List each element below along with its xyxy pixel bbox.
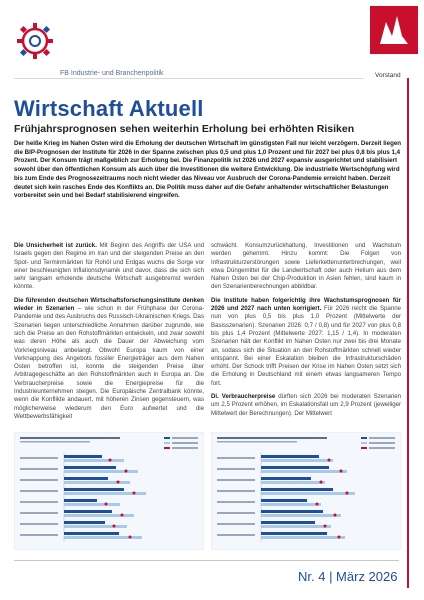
forecast-chart-right <box>211 432 401 550</box>
paragraph-text: schwächt. Konsumzurückhaltung, Investitionen und Wachstum werden gehemmt. Hinzu kommt: Die Folgen von Infrastrukturzerstörungen sowie Lieferkettenunterbrechungen, weil etwa Düngemittel für die Landwirtschaft oder auch Helium aus dem Nahen Osten bei der Chip-Produktion in Asien fehlen, sind kaum in den Szenarienberechnungen abbildbar. <box>211 242 401 291</box>
paragraph-text: Mit Beginn des Angriffs der USA und Israels gegen den Regime im Iran und der steigenden Preise an den Spot- und Terminmärkten für Rohöl und Erdgas wuchs die Sorge vor einer beschleunigten Inflationsdynamik und davor, dass die sich sich sehr langsam erholende deutsche Wirtschaft ausgebremst werden könnte. <box>14 242 205 291</box>
paragraph <box>14 297 204 421</box>
lead-paragraph: Der heiße Krieg im Nahen Osten wird die Erholung der deutschen Wirtschaft im günstigsten Fall nur leicht verzögern. Derzeit liegen die BIP-Prognosen der Institute für 2026 in der Spanne zwischen plus 0,5 und plus 1,0 Prozent und für 2027 bei plus 0,8 bis plus 1,4 Prozent. Der Konsum trägt maßgeblich zur Erholung bei. Die Finanzpolitik ist 2026 und 2027 expansiv ausgerichtet und stabilisiert sowohl über den öffentlichen Konsum als auch über die Investitionen die weitere Entwicklung. Die industrielle Wertschöpfung wird bis zum Ende des Prognosezeitraums noch nicht wieder das Niveau vor Ausbruch der Corona-Pandemie erreicht haben. Derzeit deutet sich kein rasches Ende des Konflikts an. Die Politik muss daher auf die Gefahr anhaltender wirtschaftlicher Belastungen vorbereitet sein und bei Bedarf stabilisierend eingreifen. <box>14 140 402 200</box>
paragraph <box>211 297 401 388</box>
paragraph-text: dürften sich 2026 bei moderaten Szenarien um 2,5 Prozent erhöhen, im Eskalationsfall um 2,9 Prozent (jeweiliger Mittelwert der Berechnungen). Der Mittelwert <box>211 393 402 417</box>
forecast-chart-left <box>14 432 204 550</box>
paragraph-lead-in: Die Institute haben folgerichtig ihre Wachstumsprognosen für 2026 und 2027 nach unten korrigiert. <box>211 296 401 313</box>
paragraph-text: Für 2026 reicht die Spanne nun von plus 0,5 bis plus 1,0 Prozent (Mittelwerte der Basisszenarien). Szenarien 2026: 0,7 / 0,8) und für 2027 von plus 0,8 bis plus 1,4 Prozent (Mittelwerte 2027: 1,15 / 1,4). In moderaten Szenarien hält der Konflikt im Nahen Osten nur zwei bis drei Monate an, sodass sich die Situation an den Rohstoffmärkten schnell wieder entspannt. Bei einer Eskalation bleiben die Infrastrukturschäden erhöht. Der Schock trifft Preisen der Krise im Nahen Osten setzt sich die Erholung in Deutschland mit einem etwas langsameren Tempo fort. <box>211 305 401 387</box>
paragraph <box>14 242 204 292</box>
department-label: FB Industrie- und Branchenpolitik <box>60 70 164 77</box>
paragraph-lead-in: Die führenden deutschen Wirtschaftsforschungsinstitute denken wieder in Szenarien <box>14 296 204 313</box>
page-subtitle: Frühjahrsprognosen sehen weiterhin Erholung bei erhöhten Risiken <box>14 123 355 135</box>
page-title: Wirtschaft Aktuell <box>14 96 204 121</box>
paragraph-lead-in: Die Unsicherheit ist zurück. <box>14 242 97 249</box>
issue-label: Nr. 4 | März 2026 <box>298 569 398 584</box>
header-divider <box>14 78 364 79</box>
body-column-right <box>211 242 401 423</box>
ig-metall-logo <box>370 6 418 54</box>
paragraph <box>211 393 401 418</box>
paragraph-text: – wie schon in der Frühphase der Corona-Pandemie und des Ausbruchs des Russisch-Ukrainischen Kriegs. Das Szenarien liegen unterschiedliche Annahmen darüber zugrunde, wie sich die Preise an den Rohstoffmärkten entwickeln, und zwar sowohl was deren Höhe als auch die Dauer der Abweichung vom Vorkriegsniveau anbelangt. Obwohl Europa kaum von einer Verknappung des Angebots fossiler Energieträger aus dem Nahen Osten betroffen ist, konnte die steigenden Preise über Arbitragegeschäfte an den Rohstoffmärkten auch in Europa an. Die Verbraucherpreise sowie die Energiepreise für die Industrieunternehmen steigen. Die Europäische Zentralbank könnte, wenn die Konflikte andauert, mit höheren Zinsen gegensteuern, was möglicherweise wiederum den Euro aufwertet und die Wettbewerbsfähigkeit <box>14 305 205 420</box>
paragraph-lead-in: Di. Verbraucherpreise <box>211 393 276 401</box>
ig-vorstand-label: Vorstand <box>375 72 401 79</box>
paragraph <box>211 242 401 292</box>
body-column-left <box>14 242 204 426</box>
right-accent-rule <box>407 78 409 588</box>
footer-divider <box>14 560 399 561</box>
gear-logo <box>14 20 56 62</box>
